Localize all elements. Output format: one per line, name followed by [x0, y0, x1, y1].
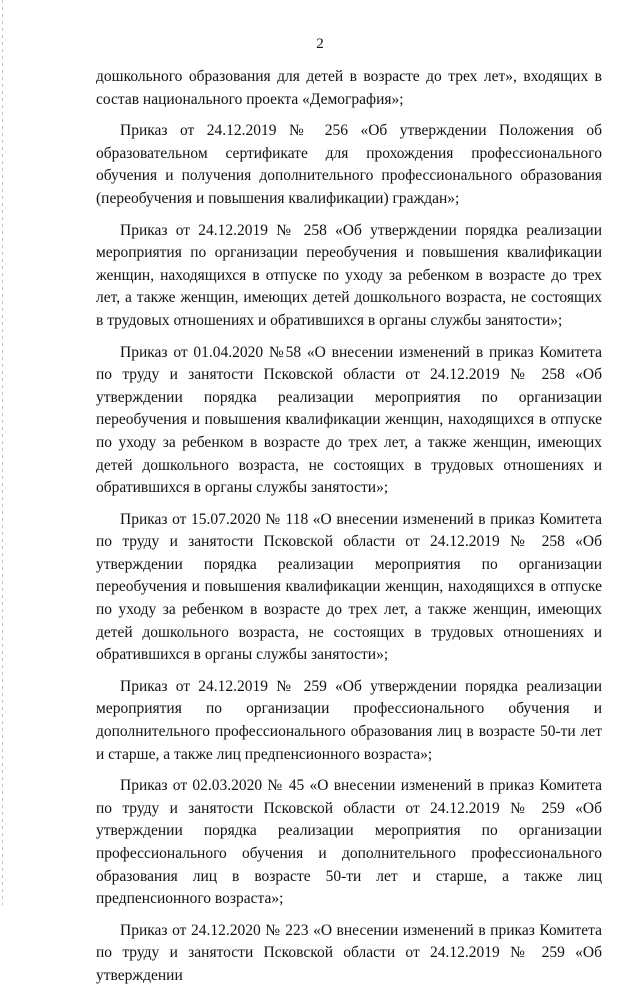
- paragraph-continuation: дошкольного образования для детей в возрасте до трех лет», входящих в состав национального проекта «Демография»;: [96, 68, 602, 108]
- paragraph-order-259: Приказ от 24.12.2019 № 259 «Об утверждении порядка реализации мероприятия по организации профессионального обучения и дополнительного профессионального образования лиц в возрасте 50-ти лет и старше, а также лиц предпенсионного возраста»;: [96, 677, 602, 763]
- page-number: 2: [316, 36, 324, 52]
- paragraph-order-223: Приказ от 24.12.2020 № 223 «О внесении изменений в приказ Комитета по труду и занятости Псковской области от 24.12.2019 № 259 «Об утверждении: [96, 921, 602, 984]
- paragraph-order-58: Приказ от 01.04.2020 №58 «О внесении изменений в приказ Комитета по труду и занятости Псковской области от 24.12.2019 № 258 «Об утверждении порядка реализации мероприятия по организации переобучения и повышения квалификации женщин, находящихся в отпуске по уходу за ребенком в возрасте до трех лет, а также женщин, имеющих детей дошкольного возраста, не состоящих в трудовых отношениях и обратившихся в органы службы занятости»;: [96, 343, 602, 497]
- paragraph-order-256: Приказ от 24.12.2019 № 256 «Об утверждении Положения об образовательном сертификате для прохождения профессионального обучения и получения дополнительного профессионального образования (переобучения и повышения квалификации) граждан»;: [96, 122, 602, 207]
- scan-edge-line: [2, 0, 3, 905]
- paragraph-order-45: Приказ от 02.03.2020 № 45 «О внесении изменений в приказ Комитета по труду и занятости Псковской области от 24.12.2019 № 259 «Об утверждении порядка реализации мероприятия по организации профессионального обучения и дополнительного профессионального образования лиц в возрасте 50-ти лет и старше, а также лиц предпенсионного возраста»;: [96, 777, 602, 908]
- document-body: [96, 66, 602, 997]
- paragraph-order-258: Приказ от 24.12.2019 № 258 «Об утверждении порядка реализации мероприятия по организации переобучения и повышения квалификации женщин, находящихся в отпуске по уходу за ребенком в возрасте до трех лет, а также женщин, имеющих детей дошкольного возраста, не состоящих в трудовых отношениях и обратившихся в органы службы занятости»;: [96, 221, 602, 329]
- paragraph-order-118: Приказ от 15.07.2020 № 118 «О внесении изменений в приказ Комитета по труду и занятости Псковской области от 24.12.2019 № 258 «Об утверждении порядка реализации мероприятия по организации переобучения и повышения квалификации женщин, находящихся в отпуске по уходу за ребенком в возрасте до трех лет, а также женщин, имеющих детей дошкольного возраста, не состоящих в трудовых отношениях и обратившихся в органы службы занятости»;: [96, 510, 602, 664]
